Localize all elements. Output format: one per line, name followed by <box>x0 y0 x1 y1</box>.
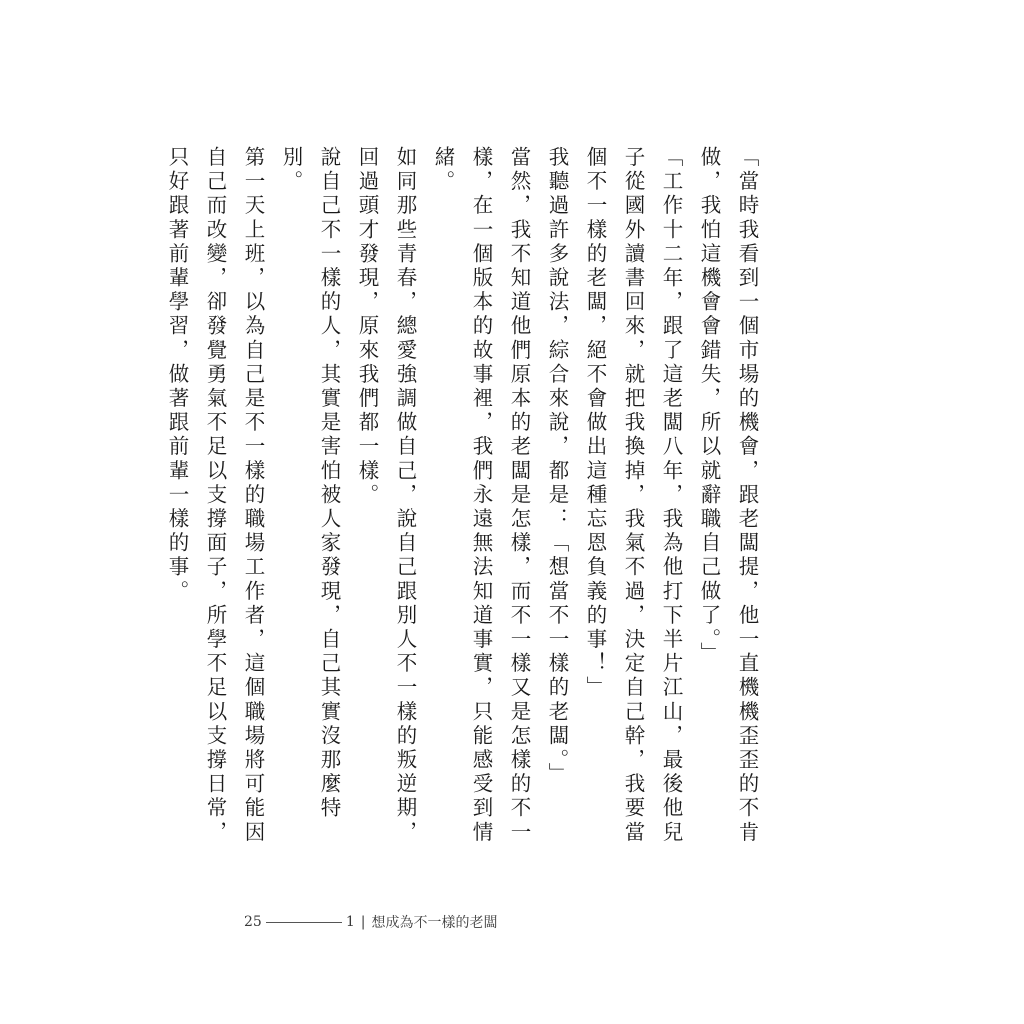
paragraph: 「當時我看到一個市場的機會，跟老闆提，他一直機機歪歪的不肯做，我怕這機會會錯失，所以就辭職自己做了。」 <box>697 146 759 845</box>
paragraph: 第一天上班，以為自己是不一樣的職場工作者，這個職場將可能因自己而改變，卻發覺勇氣不足以支撐面子，所學不足以支撐日常，只好跟著前輩學習，做著跟前輩一樣的事。 <box>165 146 265 845</box>
chapter-title: 想成為不一樣的老闆 <box>371 915 498 931</box>
paragraph: 說自己不一樣的人，其實是害怕被人家發現，自己其實沒那麼特別。 <box>279 146 341 821</box>
chapter-number: 1 <box>345 914 355 930</box>
page-footer <box>244 912 497 932</box>
page-number: 25 <box>244 914 262 930</box>
footer-rule <box>266 922 342 923</box>
page-body-text <box>165 146 766 866</box>
paragraph: 當然，我不知道他們原本的老闆是怎樣，而不一樣又是怎樣的不一樣，在一個版本的故事裡，我們永遠無法知道事實，只能感受到情緒。 <box>431 146 531 845</box>
paragraph: 如同那些青春，總愛強調做自己，說自己跟別人不一樣的叛逆期，回過頭才發現，原來我們都一樣。 <box>355 146 417 845</box>
paragraph: 我聽過許多說法，綜合來說，都是：「想當不一樣的老闆。」 <box>545 146 569 787</box>
paragraph: 「工作十二年，跟了這老闆八年，我為他打下半片江山，最後他兒子從國外讀書回來，就把我換掉，我氣不過，決定自己幹，我要當個不一樣的老闆，絕不會做出這種忘恩負義的事！」 <box>583 146 683 845</box>
footer-separator: | <box>360 914 366 930</box>
